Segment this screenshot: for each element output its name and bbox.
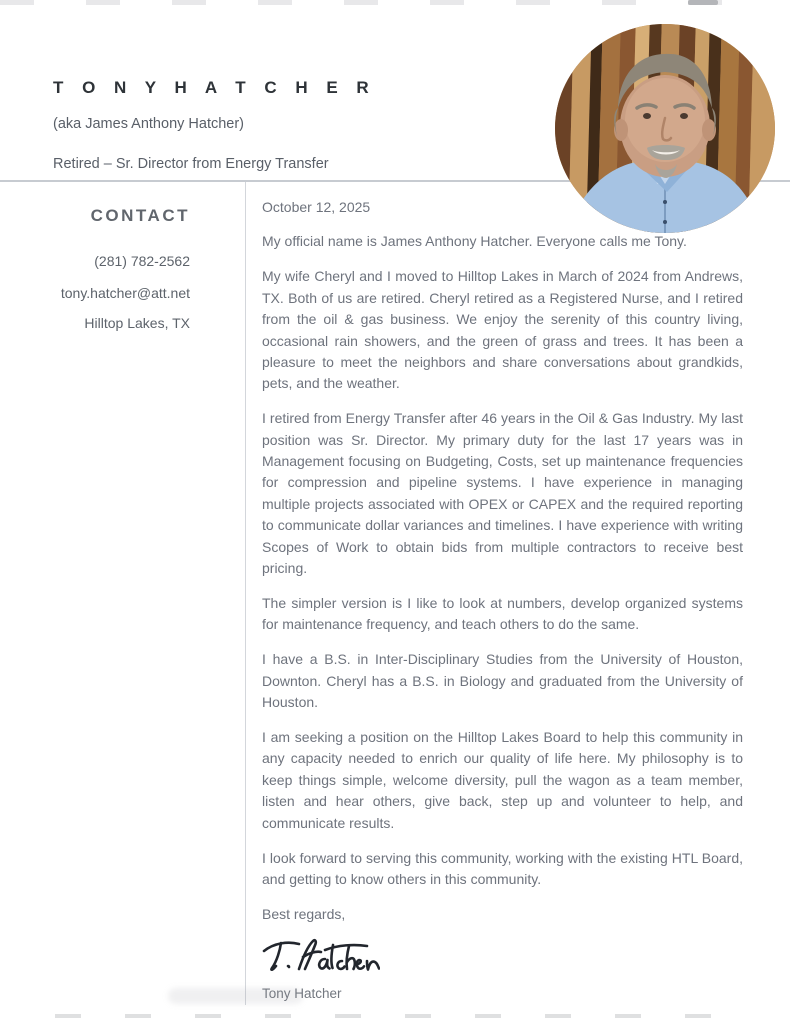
contact-phone: (281) 782-2562: [94, 253, 190, 269]
letter-paragraph: I am seeking a position on the Hilltop Lakes Board to help this community in any capacity needed to enrich our quality of life here. My philosophy is to keep things simple, welcome diversity, pull the wagon as a team member, listen and hear others, give back, step up and volunteer to help, and communicate results.: [262, 729, 743, 831]
letter-header: [53, 78, 376, 172]
scan-artifact-top: [0, 0, 745, 5]
signature-ink: [262, 934, 380, 980]
signer-name: Tony Hatcher: [262, 986, 342, 1002]
letter-paragraph: The simpler version is I like to look at numbers, develop organized systems for maintenance frequency, and teach others to do the same.: [262, 595, 743, 633]
page-title: T O N Y H A T C H E R: [53, 78, 376, 97]
letter-paragraph: My wife Cheryl and I moved to Hilltop Lakes in March of 2024 from Andrews, TX. Both of us are retired. Cheryl retired as a Registered Nurse, and I retired from the oil & gas business. We enjoy the serenity of this country living, occasional rain showers, and the green of grass and trees. It has been a pleasure to meet the neighbors and share conversations about grandkids, pets, and the weather.: [262, 268, 743, 392]
letter-paragraph: I retired from Energy Transfer after 46 years in the Oil & Gas Industry. My last position was Sr. Director. My primary duty for the last 17 years was in Management focusing on Budgeting, Costs, set up maintenance frequencies for compression and pipeline systems. I have experience in managing multiple projects associated with OPEX or CAPEX and the required reporting to communicate dollar variances and timelines. I have experience with writing Scopes of Work to obtain bids from multiple contractors to receive best pricing.: [262, 410, 743, 577]
contact-sidebar: [40, 206, 190, 347]
letter-body: [262, 197, 743, 1005]
letter-paragraph: My official name is James Anthony Hatcher. Everyone calls me Tony.: [262, 233, 687, 250]
signature-handwriting: [262, 934, 380, 980]
title-line: Retired – Sr. Director from Energy Transfer: [53, 156, 329, 172]
column-divider: [245, 182, 246, 1005]
scan-artifact-bottom: [55, 1014, 755, 1018]
aka-line: (aka James Anthony Hatcher): [53, 116, 245, 132]
contact-location: Hilltop Lakes, TX: [84, 315, 190, 331]
letter-date: October 12, 2025: [262, 199, 371, 215]
portrait-illustration: [555, 24, 775, 233]
letter-paragraphs: [262, 231, 743, 890]
scan-artifact-mark: [688, 0, 718, 5]
letter-paragraph: I look forward to serving this community, working with the existing HTL Board, and getting to know others in this community.: [262, 849, 743, 887]
contact-heading: CONTACT: [90, 206, 190, 225]
portrait-photo: [555, 24, 775, 233]
contact-email: tony.hatcher@att.net: [60, 285, 190, 301]
letter-paragraph: I have a B.S. in Inter-Disciplinary Studies from the University of Houston, Downton. Cheryl has a B.S. in Biology and graduated from the University of Houston.: [262, 651, 743, 711]
letter-closing: Best regards,: [262, 905, 346, 922]
